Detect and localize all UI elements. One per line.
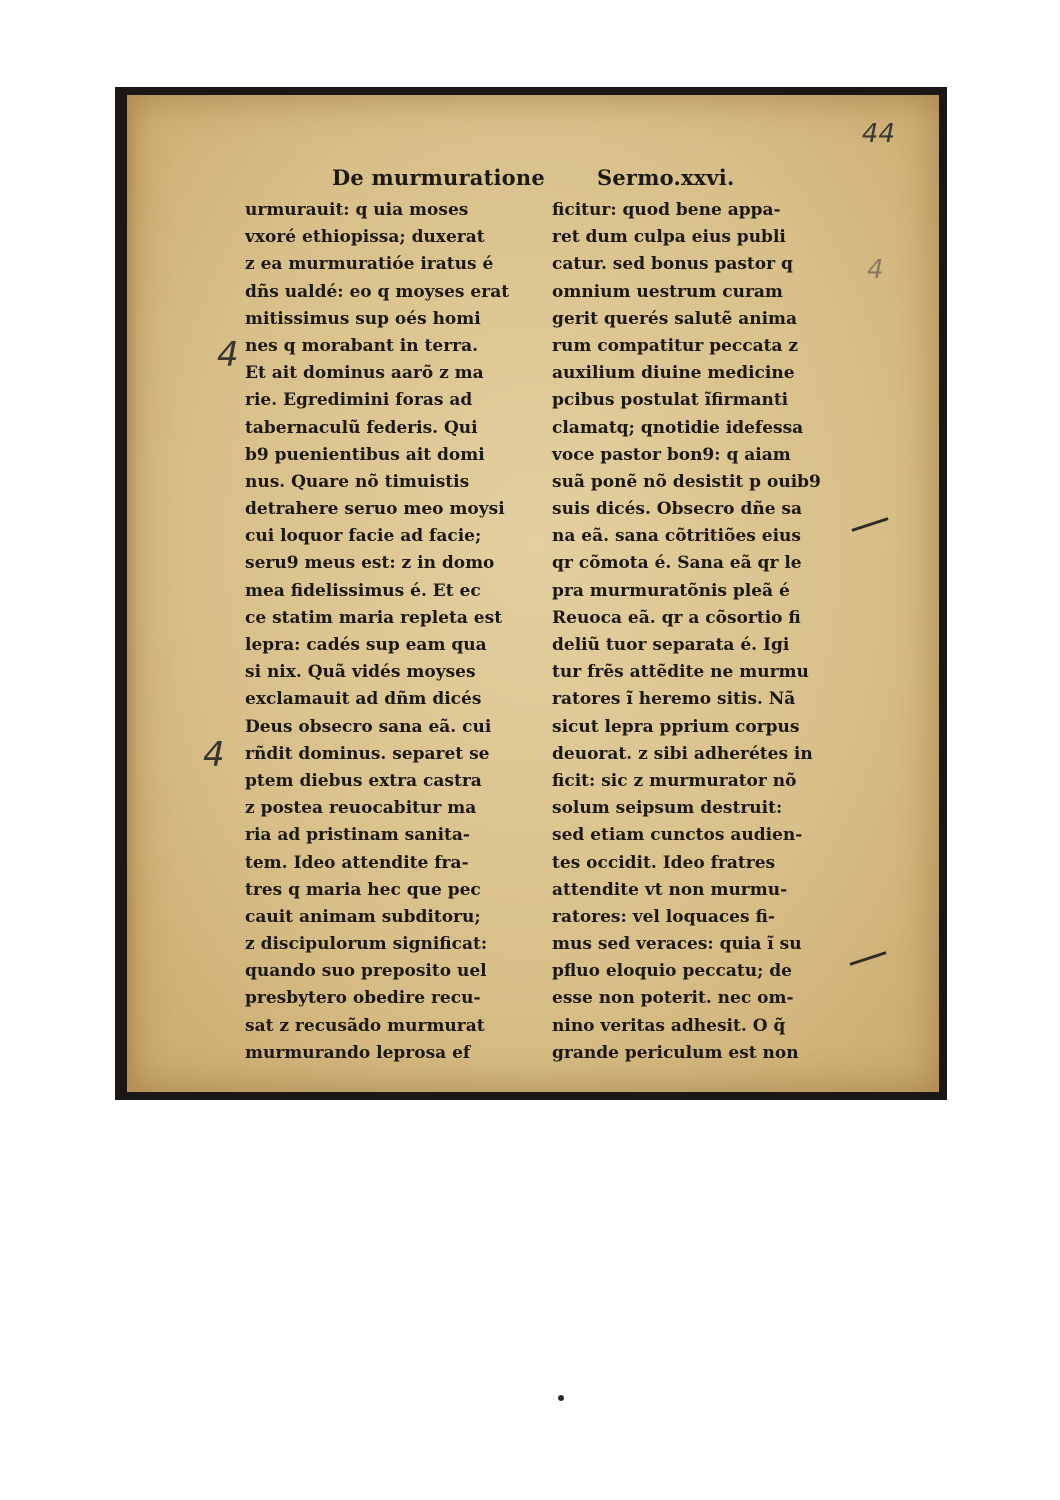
text-line: cauit animam subditoru; — [245, 906, 481, 927]
text-line: gerit querés salutẽ anima — [552, 308, 798, 329]
text-line: tem. Ideo attendite fra- — [245, 852, 469, 873]
text-line: exclamauit ad dñm dicés — [245, 689, 482, 710]
text-line: pfluo eloquio peccatu; de — [552, 961, 792, 982]
text-line: quando suo preposito uel — [245, 961, 487, 982]
text-line: urmurauit: q uia moses — [245, 200, 469, 220]
folio-number: 44 — [861, 119, 895, 149]
text-line: ficitur: quod bene appa- — [552, 200, 781, 220]
text-line: rie. Egredimini foras ad — [245, 390, 473, 411]
text-line: tres q maria hec que pec — [245, 879, 481, 900]
text-line: ret dum culpa eius publi — [552, 227, 786, 248]
text-line: seru9 meus est: z in domo — [245, 553, 495, 574]
marginal-annotation: 4 — [217, 335, 239, 375]
marginal-annotation: 4 — [203, 735, 225, 775]
page-scan — [115, 87, 947, 1100]
text-line: esse non poterit. nec om- — [552, 988, 794, 1009]
text-line: ratores: vel loquaces fi- — [552, 906, 775, 927]
text-line: qr cõmota é. Sana eã qr le — [552, 553, 802, 574]
text-line: Deus obsecro sana eã. cui — [245, 716, 492, 737]
text-line: auxilium diuine medicine — [552, 363, 795, 384]
text-line: nino veritas adhesit. O q̃ — [552, 1015, 786, 1036]
text-line: mus sed veraces: quia ĩ su — [552, 934, 802, 955]
text-line: ce statim maria repleta est — [245, 607, 503, 628]
text-line: pcibus postulat ĩfirmanti — [552, 390, 789, 411]
text-line: tes occidit. Ideo fratres — [552, 852, 776, 873]
text-line: clamatq; qnotidie idefessa — [552, 417, 804, 438]
text-line: detrahere seruo meo moysi — [245, 499, 505, 520]
text-line: deliũ tuor separata é. Igi — [552, 635, 790, 655]
text-line: dñs ualdé: eo q moyses erat — [245, 281, 510, 302]
text-line: nes q morabant in terra. — [245, 335, 479, 356]
text-line: presbytero obedire recu- — [245, 988, 481, 1009]
text-line: voce pastor bon9: q aiam — [552, 444, 791, 465]
text-column-right — [552, 197, 852, 1067]
marginal-slash-mark — [851, 517, 888, 532]
text-line: si nix. Quã vidés moyses — [245, 662, 476, 683]
text-line: sed etiam cunctos audien- — [552, 825, 803, 846]
text-line: z postea reuocabitur ma — [245, 798, 477, 819]
text-line: ficit: sic z murmurator nõ — [552, 770, 797, 791]
text-line: ratores ĩ heremo sitis. Nã — [552, 689, 796, 710]
text-line: na eã. sana cõtritiões eius — [552, 526, 801, 547]
text-line: b9 puenientibus ait domi — [245, 444, 485, 465]
text-line: solum seipsum destruit: — [552, 798, 783, 819]
text-line: tabernaculũ federis. Qui — [245, 417, 478, 438]
marginal-slash-mark — [849, 951, 886, 966]
text-line: grande periculum est non — [552, 1042, 799, 1063]
marginal-annotation: 4 — [867, 255, 884, 285]
text-line: mitissimus sup oés homi — [245, 308, 481, 329]
text-line: lepra: cadés sup eam qua — [245, 635, 487, 655]
text-line: murmurando leprosa ef — [245, 1042, 471, 1063]
text-line: suis dicés. Obsecro dñe sa — [552, 499, 803, 520]
text-line: Et ait dominus aarõ z ma — [245, 363, 484, 384]
text-line: sat z recusãdo murmurat — [245, 1015, 485, 1036]
text-line: attendite vt non murmu- — [552, 879, 788, 900]
text-line: sicut lepra pprium corpus — [552, 716, 800, 737]
text-line: rum compatitur peccata z — [552, 335, 799, 356]
text-line: tur frẽs attẽdite ne murmu — [552, 662, 809, 683]
ink-spot — [558, 1395, 564, 1401]
text-line: suã ponẽ nõ desistit p ouib9 — [552, 471, 821, 492]
text-line: mea fidelissimus é. Et ec — [245, 580, 481, 601]
text-line: ria ad pristinam sanita- — [245, 825, 470, 846]
text-line: z ea murmuratióe iratus é — [245, 254, 494, 275]
book-page — [127, 95, 939, 1092]
text-line: vxoré ethiopissa; duxerat — [245, 227, 485, 248]
running-head-left: De murmuratione — [332, 165, 545, 190]
text-line: Reuoca eã. qr a cõsortio fi — [552, 607, 801, 628]
text-line: nus. Quare nõ timuistis — [245, 471, 470, 492]
text-line: deuorat. z sibi adherétes in — [552, 743, 813, 764]
text-line: omnium uestrum curam — [552, 281, 783, 302]
text-line: catur. sed bonus pastor q — [552, 254, 793, 275]
text-line: z discipulorum significat: — [245, 934, 488, 955]
text-column-left — [245, 197, 535, 1067]
text-line: rñdit dominus. separet se — [245, 743, 490, 764]
text-line: cui loquor facie ad facie; — [245, 526, 482, 547]
text-line: pra murmuratõnis pleã é — [552, 580, 790, 601]
running-head-right: Sermo.xxvi. — [597, 165, 735, 190]
text-line: ptem diebus extra castra — [245, 770, 482, 791]
